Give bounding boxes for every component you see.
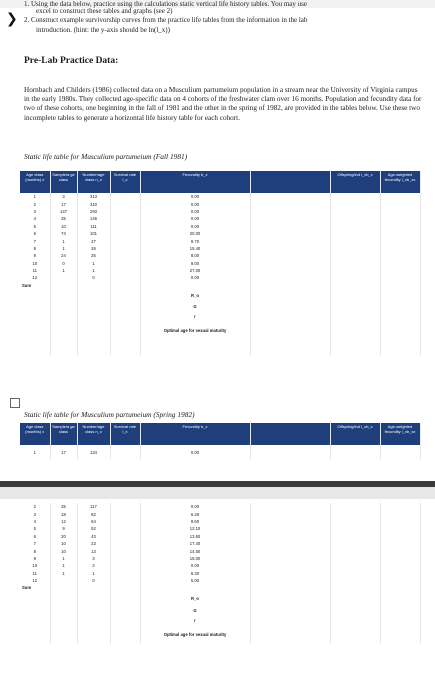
table-cell: 11 <box>20 267 50 274</box>
table-row <box>20 510 420 517</box>
sum-label: Sum <box>20 282 50 289</box>
table-cell: 10 <box>50 547 77 554</box>
table-row <box>20 562 420 569</box>
table-cell: 6.28 <box>140 510 250 517</box>
table-cell: 3 <box>20 510 50 517</box>
table-cell: 0.00 <box>140 274 250 281</box>
table-cell: 1 <box>77 260 110 267</box>
table-cell: 52 <box>77 525 110 532</box>
table-row <box>20 215 420 222</box>
table-cell: 8 <box>20 245 50 252</box>
table2-caption: Static life table for Musculium partumeium (Spring 1982) <box>24 410 195 419</box>
table-cell: 20 <box>50 533 77 540</box>
table-cell: 1 <box>77 570 110 577</box>
life-table-spring-1982-top <box>20 423 421 459</box>
table-cell: 6 <box>20 533 50 540</box>
table-cell: 3 <box>20 208 50 215</box>
instruction-line-2: excel to construct these tables and graphs (see 2) <box>36 7 173 15</box>
table-cell: 4 <box>20 518 50 525</box>
table-cell: 6 <box>20 230 50 237</box>
table-cell: 35 <box>50 503 77 510</box>
table-cell: 12 <box>20 274 50 281</box>
table-row <box>20 237 420 244</box>
table-cell: 15.40 <box>140 245 250 252</box>
table-cell: 12 <box>20 577 50 584</box>
table-cell: 7 <box>20 237 50 244</box>
table-cell: 25 <box>77 252 110 259</box>
table-row <box>20 570 420 577</box>
table-cell: 0.00 <box>140 208 250 215</box>
header-sample: Sample/a ge class <box>50 171 77 193</box>
table-cell <box>50 577 77 584</box>
table-row <box>20 503 420 510</box>
instruction-line-4: introduction. (hint: the y-axis should be ln(l_x)) <box>36 26 170 34</box>
table-cell: 5 <box>20 525 50 532</box>
table-cell: 0 <box>77 274 110 281</box>
table-cell: 1 <box>20 193 50 200</box>
g-label: G <box>140 606 250 616</box>
header-survival: Survival rate l_x <box>110 423 140 445</box>
table-cell: 1 <box>50 570 77 577</box>
instruction-line-1: 1. Using the data below, practice using the calculations static vertical life history tables. You may use <box>24 0 307 8</box>
table-cell: 1 <box>50 237 77 244</box>
header-fecundity: Fecundity b_x <box>140 423 250 445</box>
table-cell: 10 <box>20 260 50 267</box>
table-cell: 27 <box>77 237 110 244</box>
table-row <box>20 200 420 207</box>
table-cell: 9.00 <box>140 260 250 267</box>
table-cell: 117 <box>77 503 110 510</box>
table-cell: 18 <box>50 510 77 517</box>
table-cell: 13 <box>77 547 110 554</box>
r0-label: R_o <box>140 289 250 301</box>
table-row <box>20 193 420 200</box>
table-cell: 10 <box>20 562 50 569</box>
table-cell: 1 <box>20 445 50 459</box>
intro-paragraph: Hornbach and Childers (1986) collected data on a Musculium partumeium population in a stream near the University of Virginia campus in the early 1980s. They collected age-specific data on 4 cohorts of the freshwater clam over 16 months. Population and fecundity data for two of these cohorts, one beginning in the fall of 1981 and the other in the spring of 1982, are provided in the tables below. Use these two incomplete tables to generate a horizontal life history table for each cohort. <box>24 86 422 122</box>
table-cell: 8 <box>20 547 50 554</box>
table-cell: 146 <box>77 215 110 222</box>
table-cell: 0.00 <box>140 562 250 569</box>
table-cell: 12 <box>50 518 77 525</box>
table-cell: 10 <box>50 540 77 547</box>
table-cell: 0.00 <box>140 200 250 207</box>
table-cell: 74 <box>50 230 77 237</box>
table-cell: 26 <box>77 245 110 252</box>
header-survival: Survival rate l_x <box>110 171 140 193</box>
table-cell: 0.00 <box>140 503 250 510</box>
table-cell: 0.00 <box>140 445 250 459</box>
table-cell: 35 <box>50 215 77 222</box>
table-cell: 0.00 <box>140 215 250 222</box>
table-cell: 27.00 <box>140 267 250 274</box>
prelab-title: Pre-Lab Practice Data: <box>24 56 119 66</box>
table-cell: 17.40 <box>140 540 250 547</box>
table-cell: 147 <box>50 208 77 215</box>
table-row <box>20 518 420 525</box>
table-cell: 1 <box>50 562 77 569</box>
table-cell: 5 <box>20 223 50 230</box>
header-age: Age class (months) x <box>20 171 50 193</box>
header-age-weighted: Age-weighted fecundity l_xb_xx <box>380 171 420 193</box>
table-cell: 0 <box>77 577 110 584</box>
table-row <box>20 223 420 230</box>
table-cell: 3 <box>77 555 110 562</box>
table-cell <box>50 274 77 281</box>
table-cell: 2 <box>20 200 50 207</box>
table-row <box>20 252 420 259</box>
table-cell: 101 <box>77 230 110 237</box>
header-age-weighted: Age-weighted fecundity l_xb_xx <box>380 423 420 445</box>
table-cell: 1 <box>50 555 77 562</box>
table-cell: 0.00 <box>140 193 250 200</box>
table-cell: 9.60 <box>140 518 250 525</box>
table-cell: 0.00 <box>140 223 250 230</box>
table-row <box>20 547 420 554</box>
table-row <box>20 274 420 281</box>
life-table-spring-1982-continued <box>20 503 421 644</box>
r-label: r <box>140 616 250 626</box>
header-spacer <box>250 423 330 445</box>
table-cell: 5.00 <box>140 577 250 584</box>
header-spacer <box>250 171 330 193</box>
table-cell: 1 <box>50 267 77 274</box>
r0-label: R_o <box>140 592 250 606</box>
header-age: Age class (months) x <box>20 423 50 445</box>
instruction-line-3: 2. Construct example survivorship curves from the practice life tables from the information in the lab <box>24 16 308 24</box>
table-cell: 2 <box>20 503 50 510</box>
table-cell: 7 <box>20 540 50 547</box>
table-row <box>20 555 420 562</box>
table-cell: 17 <box>50 200 77 207</box>
table-cell: 8.30 <box>140 570 250 577</box>
table-row <box>20 267 420 274</box>
header-offspring: Offspring/ind l_xb_x <box>330 423 380 445</box>
chevron-back-icon[interactable]: ❯ <box>6 11 18 27</box>
sum-label: Sum <box>20 584 50 591</box>
table-cell: 1 <box>50 245 77 252</box>
optimal-label: Optimal age for sexual maturity <box>140 626 250 644</box>
page-gap <box>0 487 435 499</box>
life-table-fall-1981 <box>20 171 421 355</box>
table-cell: 43 <box>77 533 110 540</box>
g-label: G <box>140 301 250 311</box>
header-number: Number/age class n_x <box>77 423 110 445</box>
header-fecundity: Fecundity b_x <box>140 171 250 193</box>
table-row <box>20 540 420 547</box>
table-cell: 23 <box>77 540 110 547</box>
table-cell: 82 <box>77 510 110 517</box>
table-row <box>20 525 420 532</box>
r-label: r <box>140 311 250 321</box>
table-cell: 14.50 <box>140 547 250 554</box>
table-cell: 9 <box>50 525 77 532</box>
table-cell: 9 <box>20 252 50 259</box>
table-cell: 111 <box>77 223 110 230</box>
header-number: Number/age class n_x <box>77 171 110 193</box>
table1-caption: Static life table for Musculium partumeium (Fall 1981) <box>24 152 188 161</box>
table-cell: 24 <box>50 252 77 259</box>
optimal-label: Optimal age for sexual maturity <box>140 321 250 339</box>
table-cell: 13.60 <box>140 533 250 540</box>
table-cell: 2 <box>77 562 110 569</box>
table-row <box>20 208 420 215</box>
table-row <box>20 260 420 267</box>
table-cell: 12.10 <box>140 525 250 532</box>
table-cell: 0 <box>50 260 77 267</box>
table-cell: 1 <box>77 267 110 274</box>
table-cell: 9.70 <box>140 237 250 244</box>
table-cell: 4 <box>20 215 50 222</box>
table-cell: 313 <box>77 193 110 200</box>
header-sample: Sample/a ge class <box>50 423 77 445</box>
header-offspring: Offspring/ind l_xb_x <box>330 171 380 193</box>
table-cell: 17 <box>50 445 77 459</box>
table-row <box>20 230 420 237</box>
table-row <box>20 577 420 584</box>
table-cell: 293 <box>77 208 110 215</box>
table-cell: 134 <box>77 445 110 459</box>
table-cell: 15.00 <box>140 555 250 562</box>
table-row <box>20 533 420 540</box>
table-row <box>20 245 420 252</box>
table-cell: 310 <box>77 200 110 207</box>
table-cell: 8.00 <box>140 252 250 259</box>
selection-checkbox[interactable] <box>10 398 20 408</box>
table-cell: 11 <box>20 570 50 577</box>
table-cell: 20.00 <box>140 230 250 237</box>
table-cell: 9 <box>20 555 50 562</box>
table-cell: 10 <box>50 223 77 230</box>
table-cell: 3 <box>50 193 77 200</box>
table-cell: 64 <box>77 518 110 525</box>
